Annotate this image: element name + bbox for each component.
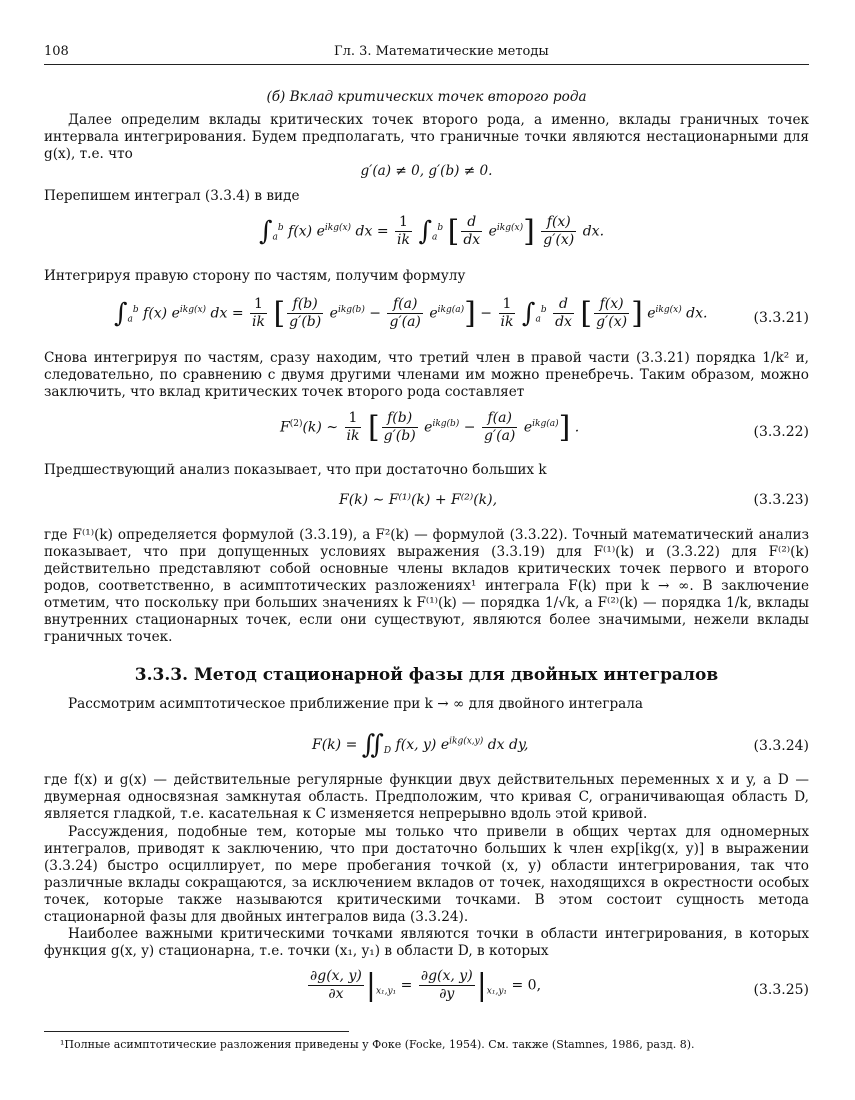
equation-number: (3.3.24) xyxy=(753,738,809,754)
running-header xyxy=(44,44,809,65)
paragraph-intro: Далее определим вклады критических точек второго рода, а именно, вклады граничных точек интервала интегрирования. Будем предполагать, что граничные точки являются нестационарными для g(x), т.е. что xyxy=(44,112,809,162)
paragraph-rewrite: Перепишем интеграл (3.3.4) в виде xyxy=(44,188,300,204)
equation-3-3-25: $\frac{\partial g(x, y)}{\partial x}$ $|_{x_1,y_1}$ = $\frac{\partial g(x, y)}{\partial y}$ $|_{x_1,y_1} = 0$, (3.3.25) xyxy=(310,968,809,1003)
subsection-title: (б) Вклад критических точек второго рода xyxy=(266,89,587,105)
paragraph-analysis: Предшествующий анализ показывает, что при достаточно больших k xyxy=(44,462,547,478)
page xyxy=(44,0,809,1100)
equation-3-3-21: $\int_a^b$ f(x) $e^{ikg(x)}$ dx = $\frac{1}{ik}$ [ $\frac{f(b)}{g'(b)}$ $e^{ikg(b)}$ − $\frac{f(a)}{g'(a)}$ $e^{ikg(a)}$] − $\frac{1}{ik}$ $\int_a^b$ $\frac{d}{dx}$ [ $\frac{f(x)}{g'(x)}$ ] $e^{ikg(x)}$ dx. (3.3.21) xyxy=(114,296,809,331)
paragraph-stationary: Наиболее важными критическими точками являются точки в области интегрирования, в которых функция g(x, y) стационарна, т.е. точки (x₁, y₁) в области D, в которых xyxy=(44,926,809,959)
paragraph-reasoning: Рассуждения, подобные тем, которые мы только что привели в общих чертах для одномерных интегралов, приводят к заключению, что при достаточно больших k член exp[ikg(x, y)] в выражении (3.3.24) быстро осциллирует, по мере пробегания точкой (x, y) области интегрирования, так что различные вклады сокращаются, за исключением вкладов от точек, находящихся в окрестности особых точек, которые также называются критическими точками. В этом состоит сущность метода стационарной фазы для двойных интегралов вида (3.3.24). xyxy=(44,824,809,925)
footnote-rule xyxy=(44,1031,349,1032)
equation-rewrite: $\int_a^b$ f(x) $e^{ikg(x)}$ dx = $\frac{1}{ik}$ $\int_a^b$ [ $\frac{d}{dx}$ $e^{ikg(x)}$] $\frac{f(x)}{g'(x)}$ dx. xyxy=(259,214,605,249)
paragraph-functions: где f(x) и g(x) — действительные регулярные функции двух действительных переменных x и y, а D — двумерная односвязная замкнутая область. Предположим, что кривая C, ограничивающая область D, является гладкой, т.е. касательная к C изменяется непрерывно вдоль этой кривой. xyxy=(44,772,809,822)
paragraph-by-parts: Интегрируя правую сторону по частям, получим формулу xyxy=(44,268,466,284)
equation-number: (3.3.23) xyxy=(753,492,809,508)
equation-number: (3.3.25) xyxy=(753,982,809,998)
equation-nonstationary: g′(a) ≠ 0, g′(b) ≠ 0. xyxy=(360,163,493,179)
equation-number: (3.3.22) xyxy=(753,424,809,440)
paragraph-double-integral: Рассмотрим асимптотическое приближение при k → ∞ для двойного интеграла xyxy=(68,696,643,712)
equation-3-3-24: $F(k) = ∬_D$ f(x, y) $e^{ikg(x,y)}$ dx dy, (3.3.24) xyxy=(312,730,809,760)
equation-body: F(k) ∼ F⁽¹⁾(k) + F⁽²⁾(k), xyxy=(339,492,498,508)
paragraph-order: Снова интегрируя по частям, сразу находим, что третий член в правой части (3.3.21) порядка 1/k² и, следовательно, по сравнению с двумя другими членами им можно пренебречь. Таким образом, можно заключить, что вклад критических точек второго рода составляет xyxy=(44,350,809,400)
equation-3-3-23 xyxy=(44,492,809,514)
page-number: 108 xyxy=(44,44,69,59)
equation-number: (3.3.21) xyxy=(753,310,809,326)
chapter-title: Гл. 3. Математические методы xyxy=(334,44,549,59)
equation-3-3-22: $F^{(2)}(k)$ ∼ $\frac{1}{ik}$ [ $\frac{f(b)}{g'(b)}$ $e^{ikg(b)}$ − $\frac{f(a)}{g'(a)}$ $e^{ikg(a)}$] . (3.3.22) xyxy=(280,410,809,445)
footnote: ¹Полные асимптотические разложения приведены у Фоке (Focke, 1954). См. также (Stamnes, 1986, разд. 8). xyxy=(60,1038,695,1051)
paragraph-conclusion: где F⁽¹⁾(k) определяется формулой (3.3.19), а F²(k) — формулой (3.3.22). Точный математический анализ показывает, что при допущенных условиях выражения (3.3.19) для F⁽¹⁾(k) и (3.3.22) для F⁽²⁾(k) действительно представляют собой основные члены вкладов критических точек первого и второго родов, соответственно, в асимптотических разложениях¹ интеграла F(k) при k → ∞. В заключение отметим, что поскольку при больших значениях k F⁽¹⁾(k) — порядка 1/√k, а F⁽²⁾(k) — порядка 1/k, вклады внутренних стационарных точек, если они существуют, являются более значимыми, нежели вклады граничных точек. xyxy=(44,527,809,645)
section-heading: 3.3.3. Метод стационарной фазы для двойных интегралов xyxy=(134,665,719,685)
